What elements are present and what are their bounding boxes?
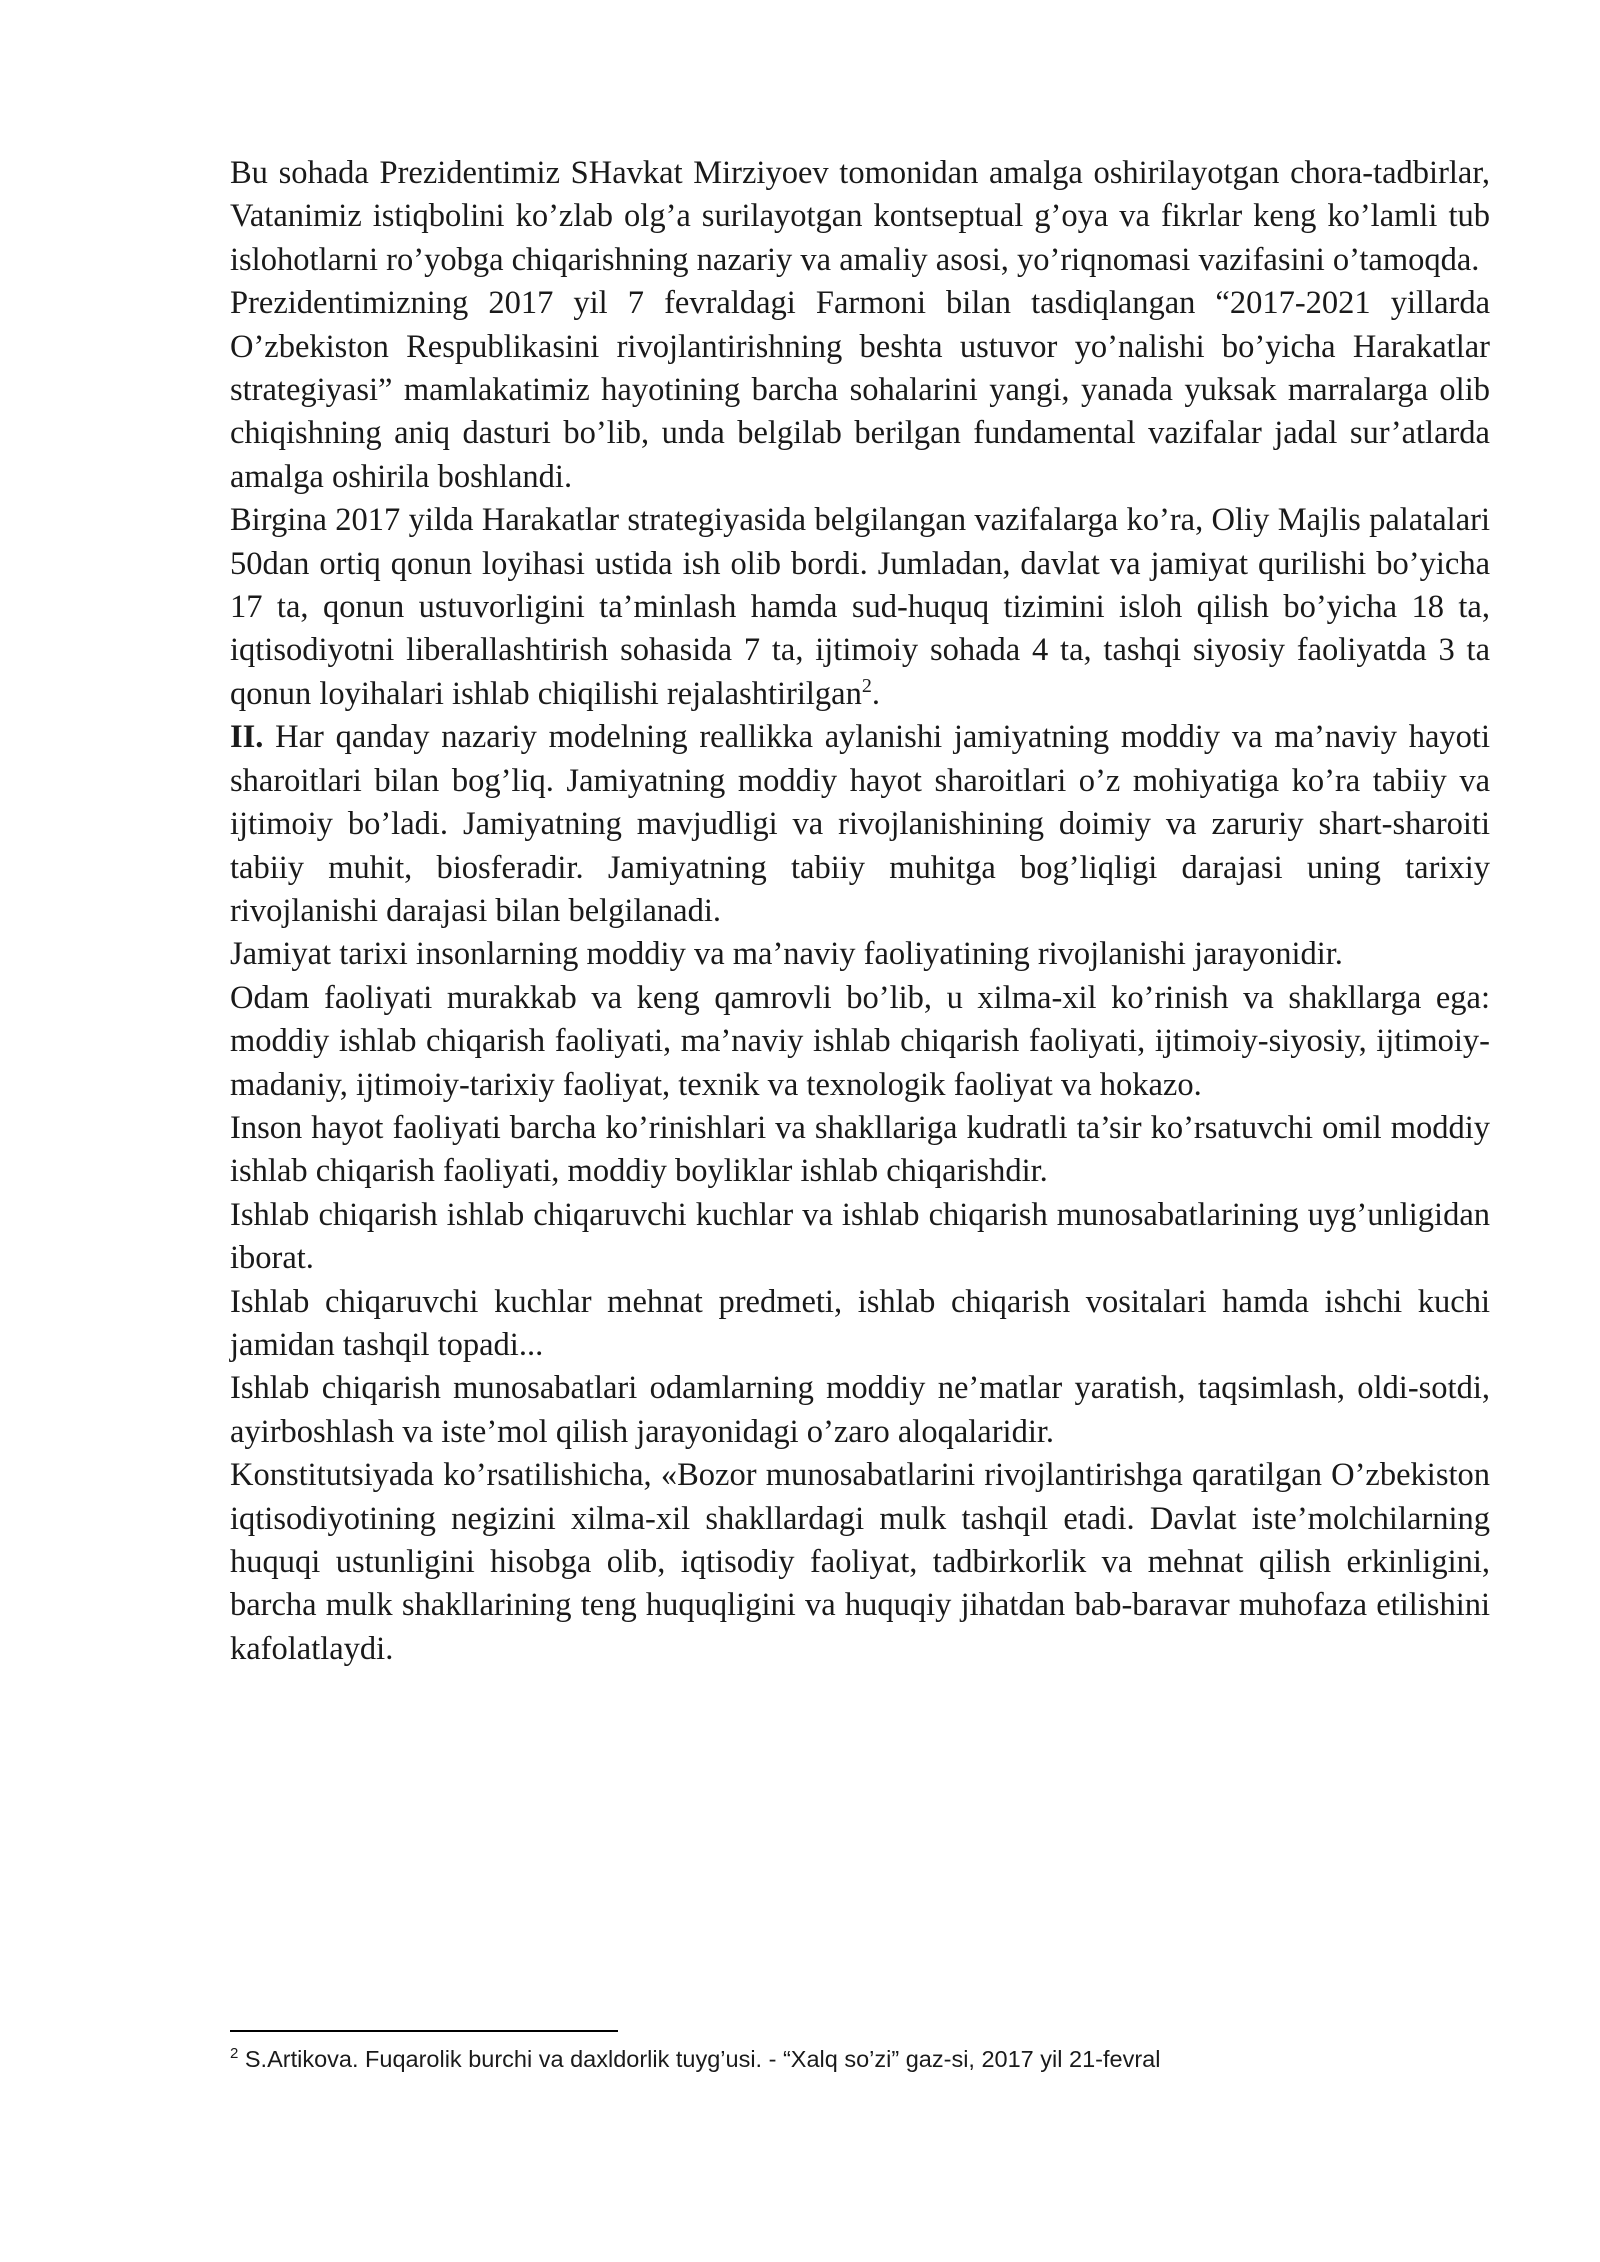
paragraph-11 <box>230 1454 1490 1671</box>
paragraph-4 <box>230 716 1490 933</box>
paragraph-text: Prezidentimizning 2017 yil 7 fevraldagi Farmoni bilan tasdiqlangan “2017-2021 yillarda O’zbekiston Respublikasini rivojlantirishning beshta ustuvor yo’nalishi bo’yicha Harakatlar strategiyasi” mamlakatimiz hayotining barcha sohalarini yangi, yanada yuksak marralarga olib chiqishning aniq dasturi bo’lib, unda belgilab berilgan fundamental vazifalar jadal sur’atlarda amalga oshirila boshlandi. <box>230 285 1490 495</box>
paragraph-7 <box>230 1107 1490 1194</box>
footnote-separator <box>230 2030 618 2032</box>
paragraph-text: Bu sohada Prezidentimiz SHavkat Mirziyoev tomonidan amalga oshirilayotgan chora-tadbirlar, Vatanimiz istiqbolini ko’zlab olg’a surilayotgan kontseptual g’oya va fikrlar keng ko’lamli tub islohotlarni ro’yobga chiqarishning nazariy va amaliy asosi, yo’riqnomasi vazifasini o’tamoqda. <box>230 155 1490 278</box>
paragraph-6 <box>230 977 1490 1107</box>
footnote-text: S.Artikova. Fuqarolik burchi va daxldorlik tuyg’usi. - “Xalq so’zi” gaz-si, 2017 yil 21-fevral <box>238 2046 1161 2072</box>
paragraph-2 <box>230 282 1490 499</box>
paragraph-text: Birgina 2017 yilda Harakatlar strategiyasida belgilangan vazifalarga ko’ra, Oliy Majlis palatalari 50dan ortiq qonun loyihasi ustida ish olib bordi. Jumladan, davlat va jamiyat qurilishi bo’yicha 17 ta, qonun ustuvorligini ta’minlash hamda sud-huquq tizimini isloh qilish bo’yicha 18 ta, iqtisodiyotni liberallashtirish sohasida 7 ta, ijtimoiy sohada 4 ta, tashqi siyosiy faoliyatda 3 ta qonun loyihalari ishlab chiqilishi rejalashtirilgan <box>230 502 1490 712</box>
paragraph-tail: . <box>871 675 880 712</box>
paragraph-5 <box>230 933 1490 976</box>
paragraph-8 <box>230 1194 1490 1281</box>
paragraph-text: Odam faoliyati murakkab va keng qamrovli bo’lib, u xilma-xil ko’rinish va shakllarga ega: moddiy ishlab chiqarish faoliyati, ma’naviy ishlab chiqarish faoliyati, ijtimoiy-siyosiy, ijtimoiy-madaniy, ijtimoiy-tarixiy faoliyat, texnik va texnologik faoliyat va hokazo. <box>230 979 1490 1103</box>
section-number: II. <box>230 719 264 756</box>
footnote-number: 2 <box>230 2045 239 2063</box>
paragraph-text: Jamiyat tarixi insonlarning moddiy va ma’naviy faoliyatining rivojlanishi jarayonidir. <box>230 936 1343 973</box>
paragraph-text: Konstitutsiyada ko’rsatilishicha, «Bozor munosabatlarini rivojlantirishga qaratilgan O’zbekiston iqtisodiyotining negizini xilma-xil shakllardagi mulk tashqil etadi. Davlat iste’molchilarning huquqi ustunligini hisobga olib, iqtisodiy faoliyat, tadbirkorlik va mehnat qilish erkinligini, barcha mulk shakllarining teng huquqligini va huquqiy jihatdan bab-baravar muhofaza etilishini kafolatlaydi. <box>230 1457 1490 1667</box>
paragraph-9 <box>230 1281 1490 1368</box>
footnote <box>230 2044 1490 2074</box>
paragraph-10 <box>230 1367 1490 1454</box>
paragraph-text: Ishlab chiqaruvchi kuchlar mehnat predmeti, ishlab chiqarish vositalari hamda ishchi kuchi jamidan tashqil topadi... <box>230 1283 1490 1363</box>
footnote-reference[interactable]: 2 <box>861 675 872 698</box>
paragraph-text: Har qanday nazariy modelning reallikka aylanishi jamiyatning moddiy va ma’naviy hayoti sharoitlari bilan bog’liq. Jamiyatning moddiy hayot sharoitlari o’z mohiyatiga ko’ra tabiiy va ijtimoiy bo’ladi. Jamiyatning mavjudligi va rivojlanishining doimiy va zaruriy shart-sharoiti tabiiy muhit, biosferadir. Jamiyatning tabiiy muhitga bog’liqligi darajasi uning tarixiy rivojlanishi darajasi bilan belgilanadi. <box>230 719 1490 929</box>
paragraph-text: Ishlab chiqarish munosabatlari odamlarning moddiy ne’matlar yaratish, taqsimlash, oldi-sotdi, ayirboshlash va iste’mol qilish jarayonidagi o’zaro aloqalaridir. <box>230 1370 1490 1450</box>
paragraph-text: Inson hayot faoliyati barcha ko’rinishlari va shakllariga kudratli ta’sir ko’rsatuvchi omil moddiy ishlab chiqarish faoliyati, moddiy boyliklar ishlab chiqarishdir. <box>230 1109 1490 1190</box>
paragraph-1 <box>230 152 1490 282</box>
body-text <box>230 152 1490 1671</box>
paragraph-text: Ishlab chiqarish ishlab chiqaruvchi kuchlar va ishlab chiqarish munosabatlarining uyg’unligidan iborat. <box>230 1196 1490 1277</box>
paragraph-3 <box>230 499 1490 716</box>
